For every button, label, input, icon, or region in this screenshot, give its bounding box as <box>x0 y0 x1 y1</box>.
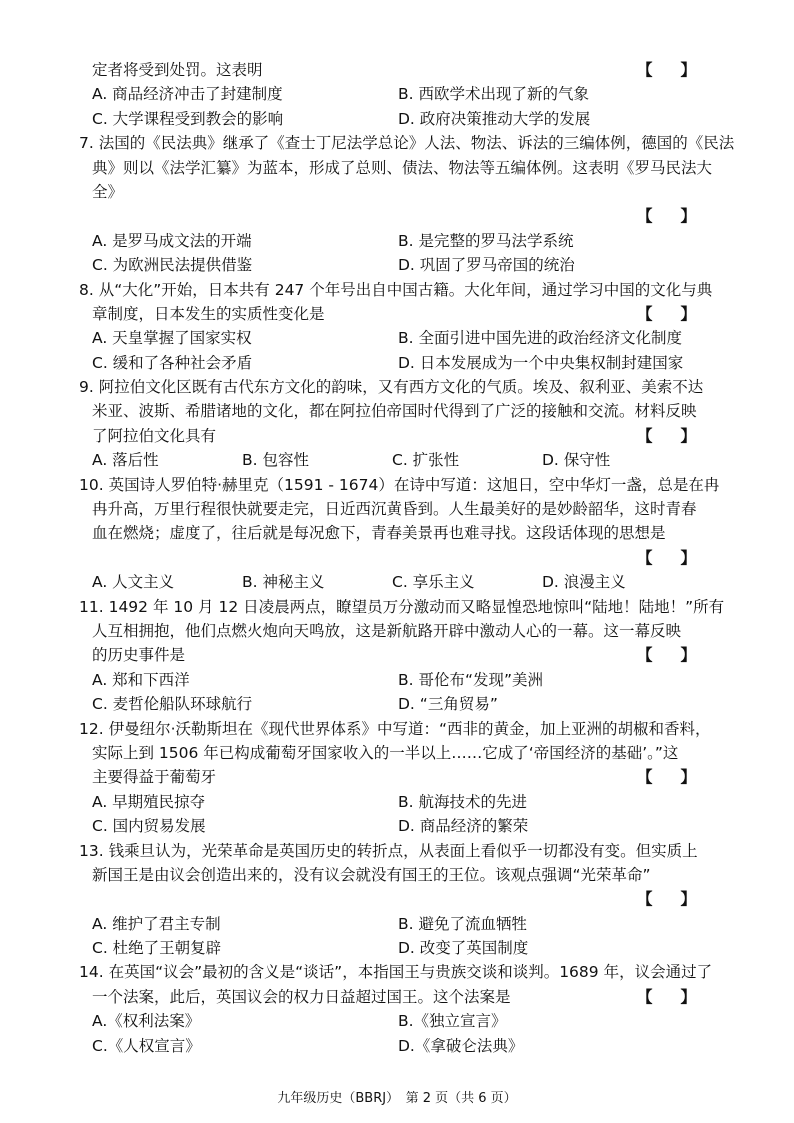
option-c: C. 享乐主义 <box>392 573 475 592</box>
question-10-stem-line: 冉升高，万里行程很快就要走完，日近西沉黄昏到。人生最美好的是妙龄韶华，这时青春 <box>92 500 697 519</box>
option-d: D. 商品经济的繁荣 <box>398 817 529 836</box>
answer-bracket: 【】 <box>636 646 724 665</box>
option-c: C. 国内贸易发展 <box>92 817 206 836</box>
option-d: D. 保守性 <box>542 451 611 470</box>
question-14-stem-line: 14. 在英国“议会”最初的含义是“谈话”，本指国王与贵族交谈和谈判。1689 年，议会通过了 <box>79 963 713 982</box>
answer-bracket: 【】 <box>636 768 724 787</box>
question-9-stem-line: 9. 阿拉伯文化区既有古代东方文化的韵味，又有西方文化的气质。埃及、叙利亚、美索不达 <box>79 378 704 397</box>
option-a: A. 天皇掌握了国家实权 <box>92 329 252 348</box>
answer-bracket: 【】 <box>636 426 724 445</box>
answer-bracket: 【】 <box>636 61 724 79</box>
question-13-stem-line: 新国王是由议会创造出来的，没有议会就没有国王的王位。该观点强调“光荣革命” <box>92 865 651 884</box>
option-c: C. 大学课程受到教会的影响 <box>92 109 284 128</box>
question-14 <box>79 960 724 1058</box>
option-c: C. 扩张性 <box>392 451 460 470</box>
option-b: B. 神秘主义 <box>242 573 325 592</box>
question-11-stem-line: 11. 1492 年 10 月 12 日凌晨两点，瞭望员万分激动而又略显惶恐地惊叫“陆地！陆地！”所有 <box>79 597 725 616</box>
option-d: D. 改变了英国制度 <box>398 939 529 958</box>
question-13-stem-line: 13. 钱乘旦认为，光荣革命是英国历史的转折点，从表面上看似乎一切都没有变。但实质上 <box>79 841 698 860</box>
option-b: B. 是完整的罗马法学系统 <box>398 231 574 250</box>
option-b: B. 全面引进中国先进的政治经济文化制度 <box>398 329 682 348</box>
option-a: A.《权利法案》 <box>92 1012 201 1031</box>
option-c: C.《人权宣言》 <box>92 1036 201 1055</box>
question-7-stem-line: 7. 法国的《民法典》继承了《查士丁尼法学总论》人法、物法、诉法的三编体例，德国的《民法 <box>79 134 735 153</box>
answer-bracket-line <box>92 204 724 228</box>
question-6 <box>92 58 724 131</box>
question-7 <box>79 131 735 277</box>
option-c: C. 麦哲伦船队环球航行 <box>92 695 253 714</box>
answer-bracket: 【】 <box>636 207 724 226</box>
option-b: B. 避免了流血牺牲 <box>398 914 527 933</box>
question-8-stem-line: 8. 从“大化”开始，日本共有 247 个年号出自中国古籍。大化年间，通过学习中国的文化与典 <box>79 280 713 299</box>
option-b: B. 航海技术的先进 <box>398 792 527 811</box>
option-d: D. 政府决策推动大学的发展 <box>398 109 591 128</box>
question-9 <box>79 375 724 473</box>
answer-bracket: 【】 <box>636 890 724 909</box>
question-10 <box>79 473 724 595</box>
question-11-stem-line: 人互相拥抱，他们点燃火炮向天鸣放，这是新航路开辟中激动人心的一幕。这一幕反映 <box>92 621 682 640</box>
answer-bracket: 【】 <box>636 304 724 323</box>
option-c: C. 杜绝了王朝复辟 <box>92 939 222 958</box>
option-d: D. 浪漫主义 <box>542 573 626 592</box>
question-12 <box>79 717 724 839</box>
question-10-stem-line: 10. 英国诗人罗伯特·赫里克（1591 - 1674）在诗中写道：这旭日，空中华灯一盏，总是在冉 <box>79 475 720 494</box>
question-7-stem-line: 典》则以《法学汇纂》为蓝本，形成了总则、债法、物法等五编体例。这表明《罗马民法大 <box>92 158 713 177</box>
question-6-options <box>92 107 720 131</box>
question-6-stem-line <box>92 58 724 82</box>
question-12-stem-line: 主要得益于葡萄牙 <box>92 768 217 787</box>
option-a: A. 郑和下西洋 <box>92 670 190 689</box>
answer-bracket-line <box>92 546 724 570</box>
question-11-stem-line: 的历史事件是 <box>92 646 186 665</box>
question-6-stem: 定者将受到处罚。这表明 <box>92 61 263 79</box>
question-12-stem-line: 实际上到 1506 年已构成葡萄牙国家收入的一半以上……它成了‘帝国经济的基础’。”这 <box>92 743 679 762</box>
page-footer: 九年级历史（BBRJ） 第 2 页（共 6 页） <box>277 1091 517 1106</box>
option-d: D. 日本发展成为一个中央集权制封建国家 <box>398 353 684 372</box>
answer-bracket: 【】 <box>636 548 724 567</box>
question-13 <box>79 839 724 961</box>
option-a: A. 落后性 <box>92 451 159 470</box>
option-c: C. 为欧洲民法提供借鉴 <box>92 256 253 275</box>
question-7-stem-line: 全》 <box>92 182 124 201</box>
option-d: D. 巩固了罗马帝国的统治 <box>398 256 575 275</box>
question-area <box>79 58 735 1058</box>
question-9-stem-line: 了阿拉伯文化具有 <box>92 426 217 445</box>
question-11 <box>79 595 725 717</box>
option-c: C. 缓和了各种社会矛盾 <box>92 353 253 372</box>
question-14-stem-line: 一个法案，此后，英国议会的权力日益超过国王。这个法案是 <box>92 987 511 1006</box>
option-b: B. 包容性 <box>242 451 309 470</box>
question-12-stem-line: 12. 伊曼纽尔·沃勒斯坦在《现代世界体系》中写道：“西非的黄金，加上亚洲的胡椒和香料， <box>79 719 711 738</box>
option-b: B. 哥伦布“发现”美洲 <box>398 670 544 689</box>
question-8 <box>79 278 724 376</box>
answer-bracket: 【】 <box>636 987 724 1006</box>
option-d: D.《拿破仑法典》 <box>398 1036 524 1055</box>
question-8-stem-line: 章制度，日本发生的实质性变化是 <box>92 304 325 323</box>
option-a: A. 维护了君主专制 <box>92 914 221 933</box>
option-d: D. “三角贸易” <box>398 695 498 714</box>
question-10-stem-line: 血在燃烧；虚度了，往后就是每况愈下，青春美景再也难寻找。这段话体现的思想是 <box>92 524 666 543</box>
question-6-options <box>92 82 720 106</box>
answer-bracket-line <box>92 887 724 911</box>
option-b: B. 西欧学术出现了新的气象 <box>398 85 589 104</box>
option-a: A. 人文主义 <box>92 573 175 592</box>
option-a: A. 是罗马成文法的开端 <box>92 231 252 250</box>
option-a: A. 早期殖民掠夺 <box>92 792 206 811</box>
question-9-stem-line: 米亚、波斯、希腊诸地的文化，都在阿拉伯帝国时代得到了广泛的接触和交流。材料反映 <box>92 402 697 421</box>
option-b: B.《独立宣言》 <box>398 1012 507 1031</box>
option-a: A. 商品经济冲击了封建制度 <box>92 85 283 104</box>
